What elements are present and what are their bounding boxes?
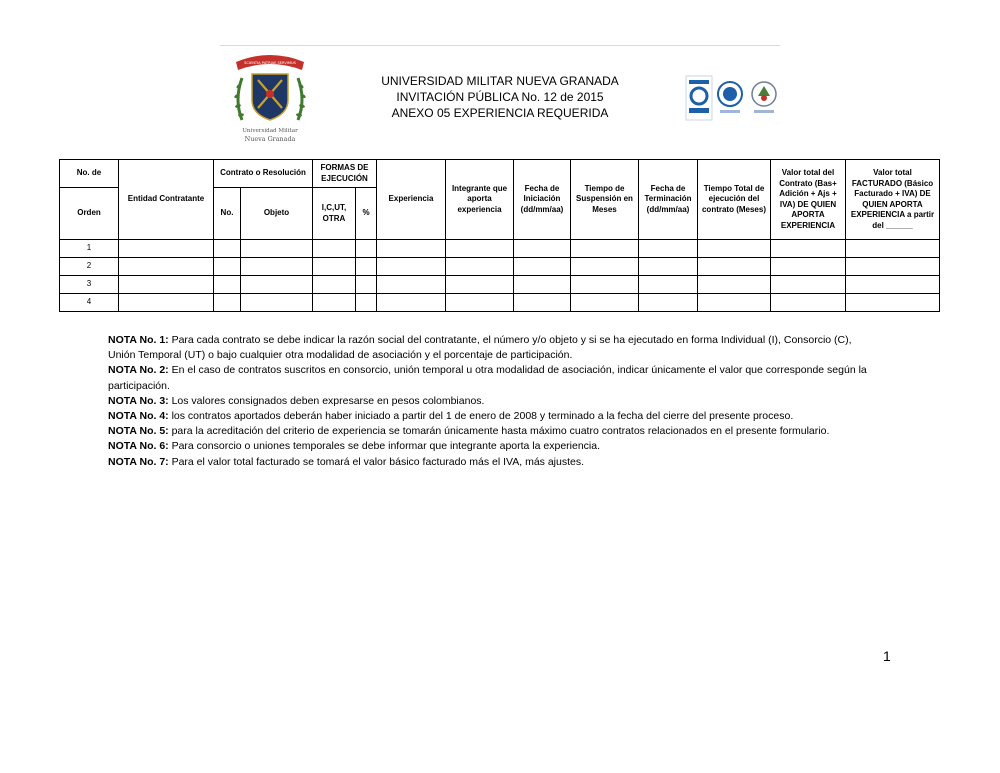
row-order-number: 4 xyxy=(60,294,119,312)
page-number: 1 xyxy=(883,648,891,664)
cell-porcentaje[interactable] xyxy=(356,294,377,312)
iqnet-certification-icon xyxy=(752,82,776,113)
cell-forma[interactable] xyxy=(313,240,356,258)
document-header xyxy=(220,45,780,146)
cell-valor-total[interactable] xyxy=(771,294,846,312)
cell-fecha-iniciacion[interactable] xyxy=(514,258,571,276)
cell-suspension[interactable] xyxy=(571,294,639,312)
header-icut-otra: I,C,UT, OTRA xyxy=(313,188,356,240)
note-1 xyxy=(108,333,878,363)
table-row xyxy=(60,258,940,276)
cell-fecha-iniciacion[interactable] xyxy=(514,294,571,312)
cell-valor-facturado[interactable] xyxy=(846,240,940,258)
cell-porcentaje[interactable] xyxy=(356,258,377,276)
note-text: Los valores consignados deben expresarse en pesos colombianos. xyxy=(168,394,485,407)
cell-forma[interactable] xyxy=(313,258,356,276)
cell-porcentaje[interactable] xyxy=(356,276,377,294)
cell-suspension[interactable] xyxy=(571,240,639,258)
cell-tiempo-total[interactable] xyxy=(698,276,771,294)
notes-section xyxy=(108,333,878,470)
cell-valor-total[interactable] xyxy=(771,276,846,294)
note-label: NOTA No. 4: xyxy=(108,410,169,423)
cell-experiencia[interactable] xyxy=(377,276,446,294)
iso-certification-icon xyxy=(686,76,712,120)
cell-tiempo-total[interactable] xyxy=(698,240,771,258)
note-text: para la acreditación del criterio de experiencia se tomarán únicamente hasta máximo cuatro contratos relacionados en el presente formulario. xyxy=(168,425,830,438)
cell-no[interactable] xyxy=(214,276,241,294)
cell-fecha-iniciacion[interactable] xyxy=(514,276,571,294)
cell-no[interactable] xyxy=(214,240,241,258)
cell-suspension[interactable] xyxy=(571,276,639,294)
cell-experiencia[interactable] xyxy=(377,240,446,258)
note-3 xyxy=(108,394,878,409)
cell-experiencia[interactable] xyxy=(377,294,446,312)
row-order-number: 2 xyxy=(60,258,119,276)
svg-text:Nueva Granada: Nueva Granada xyxy=(244,135,296,143)
cell-objeto[interactable] xyxy=(241,240,313,258)
cell-fecha-iniciacion[interactable] xyxy=(514,240,571,258)
note-text: En el caso de contratos suscritos en consorcio, unión temporal u otra modalidad de asociación, indicar únicamente el valor que corresponde según la participación. xyxy=(108,364,867,392)
university-logo xyxy=(230,50,310,146)
header-no-de: No. de xyxy=(60,160,119,188)
header-tiempo-total: Tiempo Total de ejecución del contrato (Meses) xyxy=(698,160,771,240)
svg-text:Universidad Militar: Universidad Militar xyxy=(242,128,298,134)
cell-integrante[interactable] xyxy=(446,258,514,276)
cell-entidad[interactable] xyxy=(119,294,214,312)
experience-table xyxy=(59,159,940,312)
note-text: Para consorcio o uniones temporales se debe informar que integrante aporta la experiencia. xyxy=(168,440,601,453)
icontec-certification-icon xyxy=(718,82,742,113)
cell-valor-total[interactable] xyxy=(771,240,846,258)
cell-objeto[interactable] xyxy=(241,276,313,294)
cell-objeto[interactable] xyxy=(241,258,313,276)
header-valor-facturado: Valor total FACTURADO (Básico Facturado + IVA) DE QUIEN APORTA EXPERIENCIA a partir del ______ xyxy=(846,160,940,240)
cell-objeto[interactable] xyxy=(241,294,313,312)
cell-fecha-terminacion[interactable] xyxy=(639,276,698,294)
header-fecha-terminacion: Fecha de Terminación (dd/mm/aa) xyxy=(639,160,698,240)
header-no: No. xyxy=(214,188,241,240)
header-integrante: Integrante que aporta experiencia xyxy=(446,160,514,240)
cell-fecha-terminacion[interactable] xyxy=(639,258,698,276)
title-line-invitation: INVITACIÓN PÚBLICA No. 12 de 2015 xyxy=(396,90,604,104)
header-tiempo-suspension: Tiempo de Suspensión en Meses xyxy=(571,160,639,240)
cell-valor-facturado[interactable] xyxy=(846,294,940,312)
note-label: NOTA No. 6: xyxy=(108,440,169,453)
note-label: NOTA No. 5: xyxy=(108,425,169,438)
header-contrato-resolucion: Contrato o Resolución xyxy=(214,160,313,188)
cell-fecha-terminacion[interactable] xyxy=(639,240,698,258)
title-line-university: UNIVERSIDAD MILITAR NUEVA GRANADA xyxy=(381,74,619,88)
cell-valor-facturado[interactable] xyxy=(846,258,940,276)
table-row xyxy=(60,240,940,258)
note-text: Para el valor total facturado se tomará el valor básico facturado más el IVA, más ajustes. xyxy=(168,455,585,468)
cell-valor-facturado[interactable] xyxy=(846,276,940,294)
cell-integrante[interactable] xyxy=(446,294,514,312)
note-label: NOTA No. 1: xyxy=(108,334,169,346)
cell-entidad[interactable] xyxy=(119,258,214,276)
row-order-number: 1 xyxy=(60,240,119,258)
note-label: NOTA No. 2: xyxy=(108,364,169,377)
note-4 xyxy=(108,409,878,424)
note-text: los contratos aportados deberán haber iniciado a partir del 1 de enero de 2008 y terminado a la fecha del cierre del presente proceso. xyxy=(168,410,794,423)
note-label: NOTA No. 3: xyxy=(108,394,169,407)
cell-porcentaje[interactable] xyxy=(356,240,377,258)
header-experiencia: Experiencia xyxy=(377,160,446,240)
cell-integrante[interactable] xyxy=(446,240,514,258)
header-valor-total: Valor total del Contrato (Bas+ Adición + Ajs + IVA) DE QUIEN APORTA EXPERIENCIA xyxy=(771,160,846,240)
note-5 xyxy=(108,424,878,439)
document-title xyxy=(350,73,650,121)
cell-tiempo-total[interactable] xyxy=(698,294,771,312)
cell-no[interactable] xyxy=(214,258,241,276)
cell-entidad[interactable] xyxy=(119,240,214,258)
header-entidad-contratante: Entidad Contratante xyxy=(119,160,214,240)
cell-integrante[interactable] xyxy=(446,276,514,294)
cell-valor-total[interactable] xyxy=(771,258,846,276)
table-row xyxy=(60,294,940,312)
cell-forma[interactable] xyxy=(313,294,356,312)
header-objeto: Objeto xyxy=(241,188,313,240)
cell-experiencia[interactable] xyxy=(377,258,446,276)
note-text: Para cada contrato se debe indicar la razón social del contratante, el número y/o objeto y si se ha ejecutado en forma Individual (I), Consorcio (C), Unión Temporal (UT) o bajo cualquier otra modalidad de asociación y el porcentaje de participación. xyxy=(108,334,852,362)
certification-logos xyxy=(684,74,784,122)
cell-forma[interactable] xyxy=(313,276,356,294)
note-7 xyxy=(108,455,878,470)
title-line-annex: ANEXO 05 EXPERIENCIA REQUERIDA xyxy=(391,106,609,120)
cell-entidad[interactable] xyxy=(119,276,214,294)
cell-suspension[interactable] xyxy=(571,258,639,276)
svg-text:SCIENTIA PATRIAE SERVIMUS: SCIENTIA PATRIAE SERVIMUS xyxy=(244,61,296,65)
note-label: NOTA No. 7: xyxy=(108,455,169,468)
cell-fecha-terminacion[interactable] xyxy=(639,294,698,312)
table-row xyxy=(60,276,940,294)
header-fecha-iniciacion: Fecha de Iniciación (dd/mm/aa) xyxy=(514,160,571,240)
note-6 xyxy=(108,439,878,454)
cell-tiempo-total[interactable] xyxy=(698,258,771,276)
row-order-number: 3 xyxy=(60,276,119,294)
header-orden: Orden xyxy=(60,188,119,240)
header-formas-ejecucion: FORMAS DE EJECUCIÓN xyxy=(313,160,377,188)
note-2 xyxy=(108,363,878,393)
cell-no[interactable] xyxy=(214,294,241,312)
header-porcentaje: % xyxy=(356,188,377,240)
